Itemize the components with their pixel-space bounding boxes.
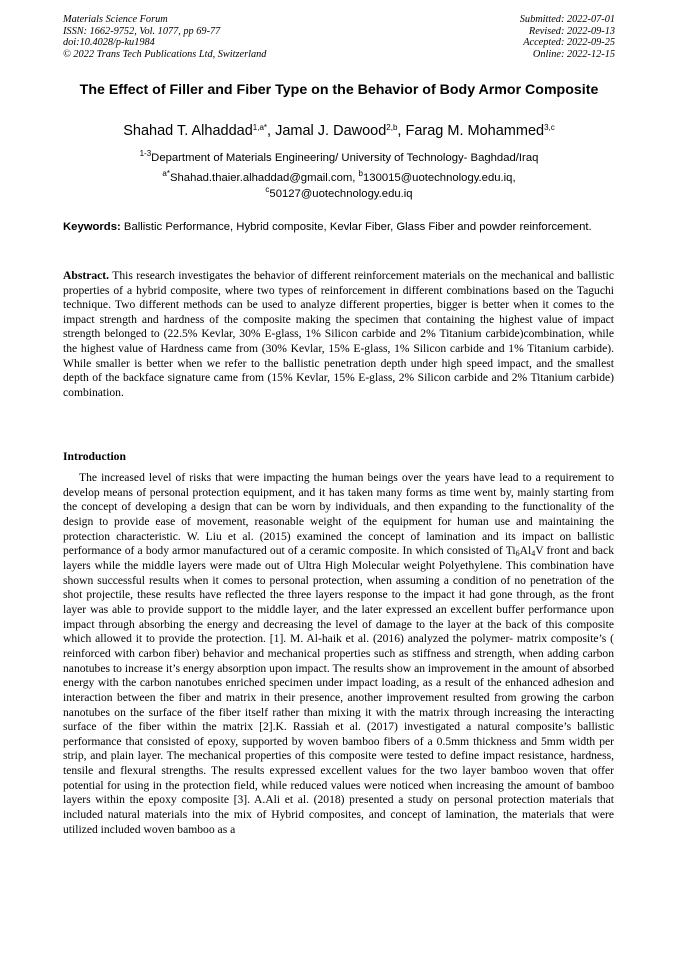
email-mark: a* [162,169,170,178]
abstract-label: Abstract. [63,269,110,282]
abstract-text: This research investigates the behavior of different reinforcement materials on the mechanical and ballistic properties of a hybrid composite, where two types of reinforcement in different combinations based on the Taguchi technique. Two different methods can be used to analyze different properties, bigger is better when it comes to the impact strength and hardness of the composite making the specimen that containing the highest value of impact strength belonged to (22.5% Kevlar, 30% E-glass, 1% Silicon carbide and 2% Titanium carbide)combination, while the highest value of Hardness came from (30% Kevlar, 15% E-glass, 1% Silicon carbide and 1% Titanium carbide). While smaller is better when we refer to the ballistic penetration depth under high speed impact, and the smallest depth of the backface signature came from (15% Kevlar, 15% E-glass, 2% Silicon carbide and 2% Titanium carbide) combination. [63,269,614,399]
date-submitted: Submitted: 2022-07-01 [519,14,615,25]
journal-copyright: © 2022 Trans Tech Publications Ltd, Switzerland [63,48,267,60]
introduction-paragraph [63,471,614,837]
author-separator: , [267,123,276,139]
keywords-section [63,220,614,235]
abstract-section [63,269,614,400]
intro-text-part: V front and back layers while the middle layers were made out of Ultra High Molecular weight Polyethylene. This combination have shown successful results when it comes to personal protection, when assuming a condition of no penetration of the shot projectile, these results have reflected the three layers response to the impact it had gone through, as the front layer was able to provide support to the middle layer, and the later expressed an excellent buffer performance upon impact through absorbing the energy and decreasing the level of damage to the layer at the back of this composite which allowed it to provide the protection. [1]. M. Al-haik et al. (2016) analyzed the polymer- matrix composite’s ( reinforced with carbon fiber) behavior and mechanical properties such as stiffness and strength, when adding carbon nanotubes to increase it’s energy absorption upon impact. The results show an improvement in the amount of absorbed energy with the carbon nanotubes enriched specimen under impact loading, as a result of the enhanced adhesion and interaction between the fiber and matrix in their presence, another improvement resulted from growing the carbon nanotubes on the surface of the fiber itself rather than mixing it with the matrix through increasing the interacting surface of the fiber within the matrix [2].K. Rassiah et al. (2017) investigated a natural composite’s ballistic performance that consisted of epoxy, supported by woven bamboo fibers of a 0.5mm thickness and 5mm width per strip, and plain layer. The mechanical properties of this composite were tested to define impact resistance, hardness, tensile and flexural strengths. The results expressed excellent values for the two layer bamboo woven that offer potential for using in the protection field, while reduced values were noticed when increasing the amount of bamboo layers within the epoxy composite [3]. A.Ali et al. (2018) presented a study on personal protection materials that included natural materials into the mix of Hybrid composites, and concept of lamination, the materials that were utilized included woven bamboo as a [63,544,614,836]
introduction-heading: Introduction [63,450,126,463]
email-b[interactable]: 130015@uotechnology.edu.iq, [363,172,516,184]
date-revised: Revised: 2022-09-13 [528,25,615,37]
paper-title: The Effect of Filler and Fiber Type on the Behavior of Body Armor Composite [79,82,599,98]
journal-issn: ISSN: 1662-9752, Vol. 1077, pp 69-77 [63,25,221,37]
affiliation-mark: 1-3 [139,149,152,158]
author-emails [63,171,615,202]
submission-dates [520,14,615,60]
author-affiliation-mark: 1,a* [252,123,268,132]
author-name: Farag M. Mohammed [405,123,545,139]
date-accepted: Accepted: 2022-09-25 [523,37,615,49]
keywords-label: Keywords: [63,221,121,233]
keywords-text: Ballistic Performance, Hybrid composite, Kevlar Fiber, Glass Fiber and powder reinforcement. [120,221,592,233]
affiliation [63,151,615,165]
author-name: Jamal J. Dawood [275,123,387,139]
email-a[interactable]: Shahad.thaier.alhaddad@gmail.com, [169,172,359,184]
author-list [63,122,615,140]
email-mark: b [358,169,363,178]
formula-subscript: 4 [531,549,536,559]
intro-text-part: The increased level of risks that were impacting the human beings over the years have lead to a requirement to develop means of personal protection equipment, and it has taken many forms as time went by, mainly starting from the concept of developing a design that can be worn by individuals, and then expanding to the functionality of the design to provide ease of movement, reasonable weight of the equipment for human use and maintaining the protection characteristic. W. Liu et al. (2015) examined the concept of lamination and its impact on ballistic performance of a body armor manufactured out of a ceramic composite. In which consisted of Ti [63,471,614,558]
author-affiliation-mark: 2,b [386,123,398,132]
email-c[interactable]: 50127@uotechnology.edu.iq [269,187,413,200]
journal-info [63,14,266,60]
email-line [63,171,615,187]
email-line [63,184,615,203]
author-affiliation-mark: 3,c [544,123,555,132]
author-name: Shahad T. Alhaddad [123,123,253,139]
formula-element: Al [519,544,532,558]
author-separator: , [397,123,406,139]
journal-name: Materials Science Forum [63,14,168,25]
date-online: Online: 2022-12-15 [532,48,615,60]
email-mark: c [265,184,270,194]
affiliation-text: Department of Materials Engineering/ University of Technology- Baghdad/Iraq [151,152,539,164]
formula-subscript: 6 [515,549,520,559]
journal-doi: doi:10.4028/p-ku1984 [63,37,155,49]
